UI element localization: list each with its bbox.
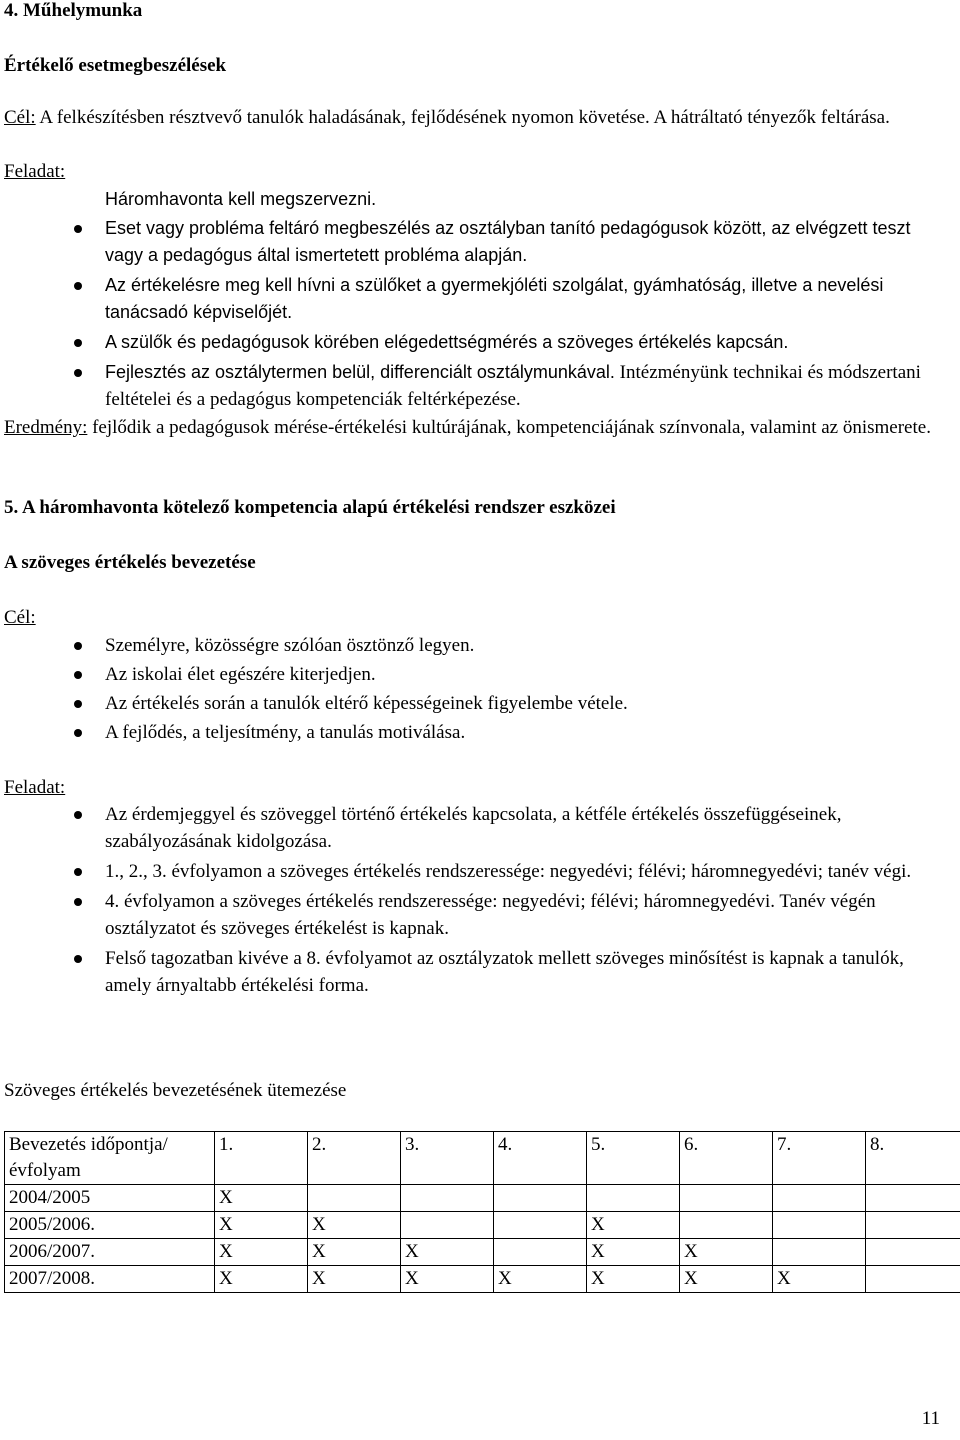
table-cell: X [773,1266,866,1293]
table-cell [866,1185,960,1212]
table-cell: 1. [215,1132,308,1185]
page-number: 11 [921,1408,940,1429]
section4-goal [4,104,944,131]
list-item: 4. évfolyamon a szöveges értékelés rendszeressége: negyedévi; félévi; háromnegyedévi. Tanév végén osztályzatot és szöveges értékelést is kapnak. [4,888,944,942]
table-cell: 2004/2005 [5,1185,215,1212]
schedule-table [4,1131,960,1293]
table-cell: X [308,1239,401,1266]
table-cell: X [494,1266,587,1293]
section5-task-label: Feladat: [4,777,66,798]
list-item: A fejlődés, a teljesítmény, a tanulás motiválása. [4,719,944,746]
task-label: Feladat: [4,161,66,182]
table-cell [773,1239,866,1266]
section5-subheading: A szöveges értékelés bevezetése [4,552,256,573]
table-row [5,1185,960,1212]
table-cell [494,1239,587,1266]
section5-task-list [4,801,944,999]
list-item: Az értékelés során a tanulók eltérő képességeinek figyelembe vétele. [4,690,944,717]
table-cell: 3. [401,1132,494,1185]
table-cell [308,1185,401,1212]
table-cell [401,1185,494,1212]
section5-goal-list [4,632,944,746]
section5-goal-label: Cél: [4,607,36,628]
task-first-line: Háromhavonta kell megszervezni. [105,189,377,209]
table-cell [773,1185,866,1212]
table-cell: X [215,1212,308,1239]
table-row [5,1212,960,1239]
table-cell [494,1212,587,1239]
table-cell: X [587,1239,680,1266]
section4-heading: 4. Műhelymunka [4,0,143,21]
list-item: Eset vagy probléma feltáró megbeszélés az osztályban tanító pedagógusok között, az elvégzett teszt vagy a pedagógus által ismertetett probléma alapján. [4,215,944,269]
table-cell: 2006/2007. [5,1239,215,1266]
table-cell: X [401,1239,494,1266]
section4-result [4,414,944,441]
task-bullets [4,215,944,413]
result-label: Eredmény: [4,417,88,438]
table-cell: X [308,1266,401,1293]
list-item: Az érdemjeggyel és szöveggel történő értékelés kapcsolata, a kétféle értékelés összefüggéseinek, szabályozásának kidolgozása. [4,801,944,855]
table-cell: X [587,1212,680,1239]
list-item: Az értékelésre meg kell hívni a szülőket a gyermekjóléti szolgálat, gyámhatóság, illetve a nevelési tanácsadó képviselőjét. [4,272,944,326]
table-cell: 2007/2008. [5,1266,215,1293]
schedule-table-body [5,1132,960,1293]
goal-label: Cél: [4,107,36,128]
table-row [5,1266,960,1293]
goal-text: A felkészítésben résztvevő tanulók haladásának, fejlődésének nyomon követése. A hátráltató tényezők feltárása. [35,107,890,128]
list-item: Felső tagozatban kivéve a 8. évfolyamot az osztályzatok mellett szöveges minősítést is kapnak a tanulók, amely árnyaltabb értékelési forma. [4,945,944,999]
section5-heading: 5. A háromhavonta kötelező kompetencia alapú értékelési rendszer eszközei [4,497,616,518]
table-cell: 7. [773,1132,866,1185]
table-cell: X [308,1212,401,1239]
table-cell: X [587,1266,680,1293]
list-item: Az iskolai élet egészére kiterjedjen. [4,661,944,688]
table-cell [587,1185,680,1212]
list-item: 1., 2., 3. évfolyamon a szöveges értékelés rendszeressége: negyedévi; félévi; háromnegyedévi; tanév végi. [4,858,944,885]
section4-task-list [4,186,944,413]
table-cell: 2. [308,1132,401,1185]
table-cell: 4. [494,1132,587,1185]
table-cell: X [680,1239,773,1266]
table-cell: X [401,1266,494,1293]
table-cell [401,1212,494,1239]
table-cell: X [215,1239,308,1266]
list-item [4,359,944,413]
table-cell: X [680,1266,773,1293]
bullet-serif-part: Intézményünk technikai és módszertani feltételei és a pedagógus kompetenciák feltérképezése. [105,362,921,410]
table-cell [773,1212,866,1239]
table-cell: 6. [680,1132,773,1185]
table-cell: 8. [866,1132,960,1185]
section4-subheading: Értékelő esetmegbeszélések [4,55,227,76]
table-cell [866,1239,960,1266]
table-cell: Bevezetés időpontja/évfolyam [5,1132,215,1185]
list-item: A szülők és pedagógusok körében elégedettségmérés a szöveges értékelés kapcsán. [4,329,944,356]
table-cell [866,1266,960,1293]
list-item: Személyre, közösségre szólóan ösztönző legyen. [4,632,944,659]
result-text: fejlődik a pedagógusok mérése-értékelési kultúrájának, kompetenciájának színvonala, valamint az önismerete. [87,417,931,438]
table-cell [866,1212,960,1239]
bullet-sans-part: Fejlesztés az osztálytermen belül, differenciált osztálymunkával. [105,362,615,382]
table-cell [494,1185,587,1212]
table-cell: X [215,1185,308,1212]
table-header-row [5,1132,960,1185]
schedule-title: Szöveges értékelés bevezetésének ütemezése [4,1080,347,1101]
table-cell: 5. [587,1132,680,1185]
table-row [5,1239,960,1266]
table-cell [680,1212,773,1239]
table-cell: 2005/2006. [5,1212,215,1239]
table-cell: X [215,1266,308,1293]
table-cell [680,1185,773,1212]
